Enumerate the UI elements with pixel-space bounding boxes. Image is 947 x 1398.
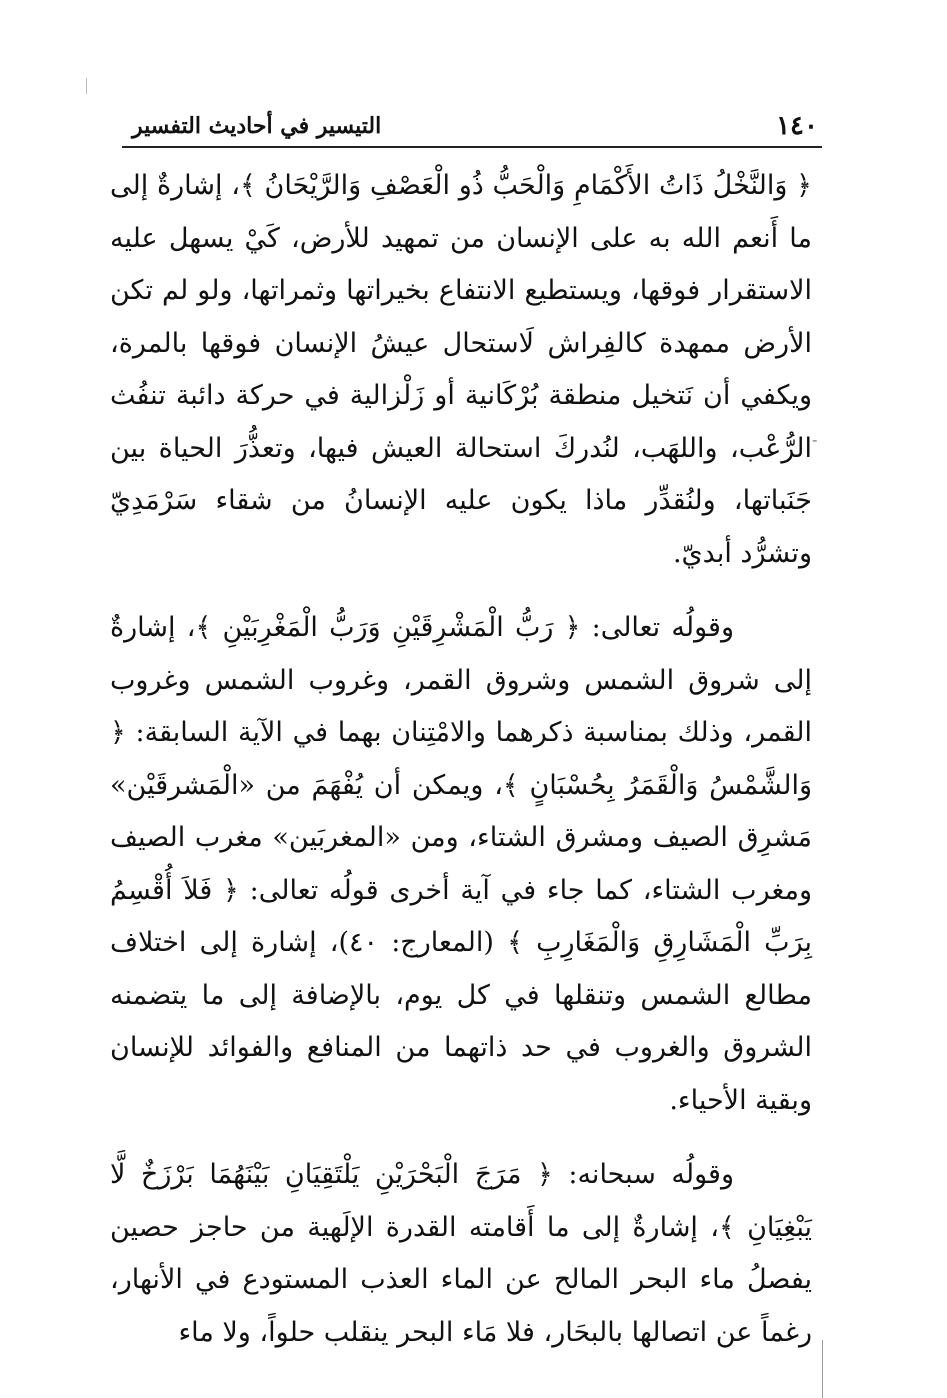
book-title: التيسير في أحاديث التفسير xyxy=(132,113,382,139)
paragraph-gap xyxy=(110,580,812,602)
scan-speck xyxy=(86,78,87,94)
body-text xyxy=(110,160,812,1359)
running-header xyxy=(122,108,822,144)
paragraph-2: وقولُه تعالى: ﴿ رَبُّ الْمَشْرِقَيْنِ وَرَبُّ الْمَغْرِبَيْنِ ﴾، إشارةٌ إلى شروق الشمس وشروق القمر، وغروب الشمس وغروب القمر، وذلك بمناسبة ذكرهما والامْتِنان بهما في الآية السابقة: ﴿ وَالشَّمْسُ وَالْقَمَرُ بِحُسْبَانٍ ﴾، ويمكن أن يُفْهَمَ من «الْمَشرقَيْن» مَشرِق الصيف ومشرق الشتاء، ومن «المغربَين» مغرب الصيف ومغرب الشتاء، كما جاء في آية أخرى قولُه تعالى: ﴿ فَلاَ أُقْسِمُ بِرَبِّ الْمَشَارِقِ وَالْمَغَارِبِ ﴾ (المعارج: ٤٠)، إشارة إلى اختلاف مطالع الشمس وتنقلها في كل يوم، بالإضافة إلى ما يتضمنه الشروق والغروب في حد ذاتهما من المنافع والفوائد للإنسان وبقية الأحياء. xyxy=(110,612,813,1116)
margin-mark: - xyxy=(812,430,818,449)
page-number: ١٤٠ xyxy=(776,111,818,141)
paragraph-1: ﴿ وَالنَّخْلُ ذَاتُ الأَكْمَامِ وَالْحَبُّ ذُو الْعَصْفِ وَالرَّيْحَانُ ﴾، إشارةٌ إلى ما أَنعم الله به على الإنسان من تمهيد للأرض، كَيْ يسهل عليه الاستقرار فوقها، ويستطيع الانتفاع بخيراتها وثمراتها، ولو لم تكن الأرض ممهدة كالفِراش لَاستحال عيشُ الإنسان فوقها بالمرة، ويكفي أن نَتخيل منطقة بُرْكَانية أو زَلْزالية في حركة دائبة تنفُث الرُّعْب، واللهَب، لنُدركَ استحالة العيش فيها، وتعذُّرَ الحياة بين جَنَباتها، ولنُقدِّر ماذا يكون عليه الإنسانُ من شقاء سَرْمَدِيّ وتشرُّد أبديّ. xyxy=(110,170,812,569)
paragraph-gap xyxy=(110,1127,812,1149)
paragraph-3: وقولُه سبحانه: ﴿ مَرَجَ الْبَحْرَيْنِ يَلْتَقِيَانِ بَيْنَهُمَا بَرْزَخٌ لَّا يَبْغِيَانِ ﴾، إشارةٌ إلى ما أَقامته القدرة الإلَهية من حاجز حصين يفصلُ ماء البحر المالح عن الماء العذب المستودع في الأنهار، رغماً عن اتصالها بالبحَار، فلا مَاء البحر ينقلب حلواً، ولا ماء xyxy=(110,1159,812,1348)
header-rule xyxy=(122,146,822,148)
scan-edge-line xyxy=(822,1340,823,1398)
